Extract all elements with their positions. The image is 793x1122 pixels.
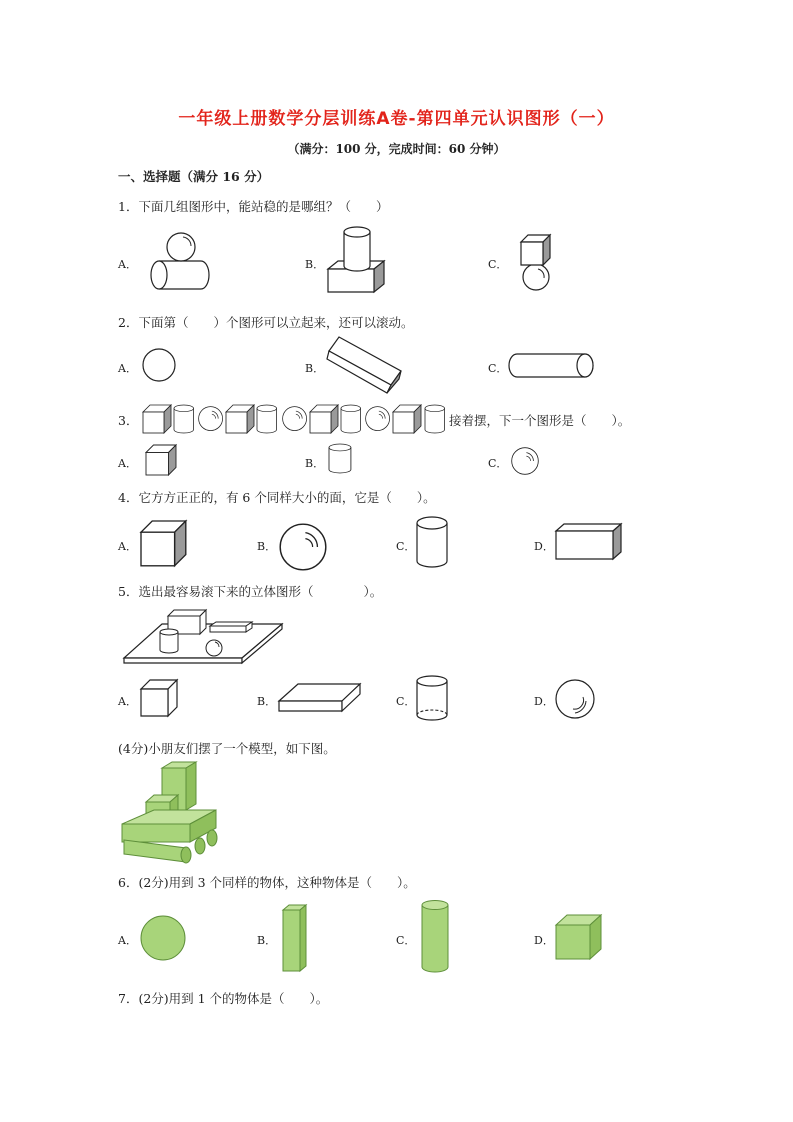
q6-option-b-label[interactable]: B． bbox=[257, 934, 277, 947]
pattern-cylinder-icon bbox=[174, 405, 194, 433]
q4-option-b-label[interactable]: B． bbox=[257, 540, 277, 553]
question-6: 6．(2分)用到 3 个同样的物体，这种物体是（ ）。 bbox=[118, 875, 416, 890]
q1-option-b-label[interactable]: B． bbox=[305, 258, 325, 271]
q3-option-c-label[interactable]: C． bbox=[488, 457, 508, 470]
question-7: 7．(2分)用到 1 个的物体是（ ）。 bbox=[118, 991, 329, 1006]
q1-option-c-label[interactable]: C． bbox=[488, 258, 508, 271]
q2-option-b-label[interactable]: B． bbox=[305, 362, 325, 375]
pattern-cube-icon bbox=[143, 405, 171, 433]
circle-figure bbox=[143, 348, 177, 382]
q5-option-b-label[interactable]: B． bbox=[257, 695, 277, 708]
pattern-cylinder-icon bbox=[425, 405, 445, 433]
lying-cylinder-figure bbox=[509, 353, 595, 379]
question-5: 5．选出最容易滚下来的立体图形（ ）。 bbox=[118, 584, 383, 599]
question-3-number: 3． bbox=[118, 413, 139, 428]
pattern-cube-icon bbox=[393, 405, 421, 433]
q3-option-a-label[interactable]: A． bbox=[118, 457, 137, 470]
cube-on-sphere-figure bbox=[520, 234, 554, 292]
q2-option-a-label[interactable]: A． bbox=[118, 362, 137, 375]
q4-option-b-sphere-icon bbox=[278, 522, 328, 572]
sphere-on-cylinder-figure bbox=[145, 228, 215, 292]
q4-option-c-label[interactable]: C． bbox=[396, 540, 416, 553]
q4-option-c-cylinder-icon bbox=[416, 516, 448, 570]
pattern-cylinder-icon bbox=[341, 405, 361, 433]
pattern-sphere-icon bbox=[366, 407, 390, 431]
q5-option-b-cuboid-icon bbox=[278, 683, 362, 713]
q5-option-d-label[interactable]: D． bbox=[534, 695, 554, 708]
q3-option-a-cube-icon bbox=[145, 444, 177, 476]
page-title: 一年级上册数学分层训练A卷-第四单元认识图形（一） bbox=[178, 109, 615, 129]
q6-option-b-green-prism-icon bbox=[282, 904, 308, 972]
q4-option-a-cube-icon bbox=[140, 520, 188, 568]
cylinder-on-cuboid-figure bbox=[328, 226, 386, 294]
q5-option-a-label[interactable]: A． bbox=[118, 695, 137, 708]
q3-option-b-label[interactable]: B． bbox=[305, 457, 325, 470]
question-4: 4．它方方正正的，有 6 个同样大小的面，它是（ ）。 bbox=[118, 490, 436, 505]
shape-pattern-sequence bbox=[142, 404, 448, 434]
q6-option-a-green-sphere-icon bbox=[140, 915, 188, 963]
q4-option-d-cuboid-icon bbox=[555, 523, 623, 561]
model-intro-text: (4分)小朋友们摆了一个模型，如下图。 bbox=[118, 741, 336, 756]
pattern-cube-icon bbox=[226, 405, 254, 433]
q3-option-b-cylinder-icon bbox=[328, 443, 352, 475]
q6-option-d-green-cube-icon bbox=[555, 914, 603, 962]
q4-option-d-label[interactable]: D． bbox=[534, 540, 554, 553]
q6-option-a-label[interactable]: A． bbox=[118, 934, 137, 947]
q5-option-c-label[interactable]: C． bbox=[396, 695, 416, 708]
section-title: 一、选择题（满分 16 分） bbox=[118, 169, 270, 184]
q5-option-a-cube-icon bbox=[140, 679, 180, 719]
q4-option-a-label[interactable]: A． bbox=[118, 540, 137, 553]
question-2: 2．下面第（ ）个图形可以立起来，还可以滚动。 bbox=[118, 315, 414, 330]
q3-option-c-sphere-icon bbox=[510, 446, 540, 476]
question-3-text: 接着摆，下一个图形是（ ）。 bbox=[449, 413, 631, 428]
pattern-sphere-icon bbox=[199, 407, 223, 431]
slanted-cuboid-figure bbox=[327, 333, 403, 395]
page-subtitle: （满分：100 分，完成时间：60 分钟） bbox=[287, 142, 506, 156]
q6-option-c-label[interactable]: C． bbox=[396, 934, 416, 947]
pattern-cylinder-icon bbox=[257, 405, 277, 433]
q1-option-a-label[interactable]: A． bbox=[118, 258, 137, 271]
inclined-board-scene-figure bbox=[122, 606, 284, 666]
green-model-figure bbox=[120, 762, 224, 864]
question-1: 1．下面几组图形中，能站稳的是哪组？（ ） bbox=[118, 199, 389, 214]
q5-option-d-sphere-icon bbox=[555, 679, 597, 721]
pattern-cube-icon bbox=[310, 405, 338, 433]
q5-option-c-cylinder-icon bbox=[416, 675, 450, 723]
pattern-sphere-icon bbox=[283, 407, 307, 431]
q6-option-d-label[interactable]: D． bbox=[534, 934, 554, 947]
q6-option-c-green-cylinder-icon bbox=[421, 900, 451, 974]
q2-option-c-label[interactable]: C． bbox=[488, 362, 508, 375]
